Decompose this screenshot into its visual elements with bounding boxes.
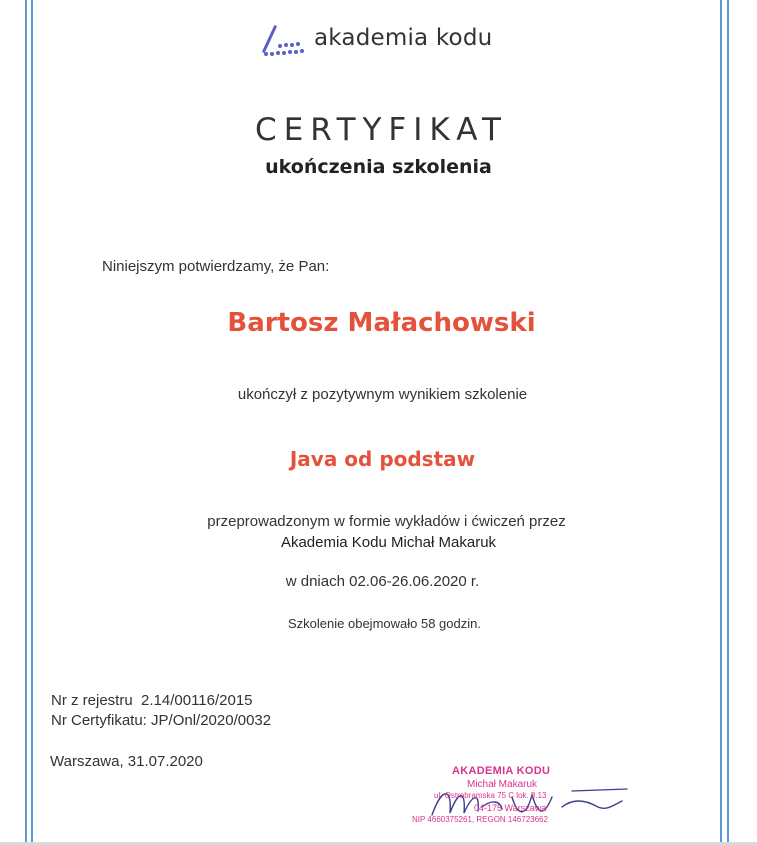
stamp-line-2: Michał Makaruk — [467, 779, 538, 790]
certificate-subtitle: ukończenia szkolenia — [265, 156, 492, 178]
course-dates: w dniach 02.06-26.06.2020 r. — [285, 573, 480, 590]
logo — [262, 16, 492, 60]
stamp-line-1: AKADEMIA KODU — [452, 765, 551, 777]
register-number — [51, 692, 253, 709]
recipient-name: Bartosz Małachowski — [227, 308, 536, 338]
register-value: 2.14/00116/2015 — [141, 692, 253, 709]
course-hours: Szkolenie obejmowało 58 godzin. — [288, 616, 481, 631]
certificate-number — [51, 712, 271, 729]
completed-text: ukończył z pozytywnym wynikiem szkolenie — [237, 386, 528, 403]
certificate-number-value: JP/Onl/2020/0032 — [151, 712, 272, 729]
intro-text: Niniejszym potwierdzamy, że Pan: — [102, 258, 330, 275]
place-and-date: Warszawa, 31.07.2020 — [50, 753, 203, 770]
conducted-text: przeprowadzonym w formie wykładów i ćwiczeń przez — [207, 513, 566, 530]
company-stamp — [412, 763, 632, 835]
logo-text: akademia kodu — [314, 25, 493, 51]
slanted-dots-logo-icon — [262, 18, 306, 58]
register-label: Nr z rejestru — [51, 692, 133, 709]
certificate-title: CERTYFIKAT — [255, 112, 508, 148]
course-name: Java od podstaw — [289, 447, 476, 471]
organizer-name: Akademia Kodu Michał Makaruk — [280, 534, 497, 551]
certificate-number-label: Nr Certyfikatu: — [51, 712, 147, 729]
stamp-line-3: ul. Ostrobramska 75 C lok. 8.13 — [434, 791, 547, 800]
stamp-line-5: NIP 4660375261, REGON 146723662 — [412, 815, 548, 824]
stamp-line-4: 04-175 Warszawa — [474, 803, 547, 813]
